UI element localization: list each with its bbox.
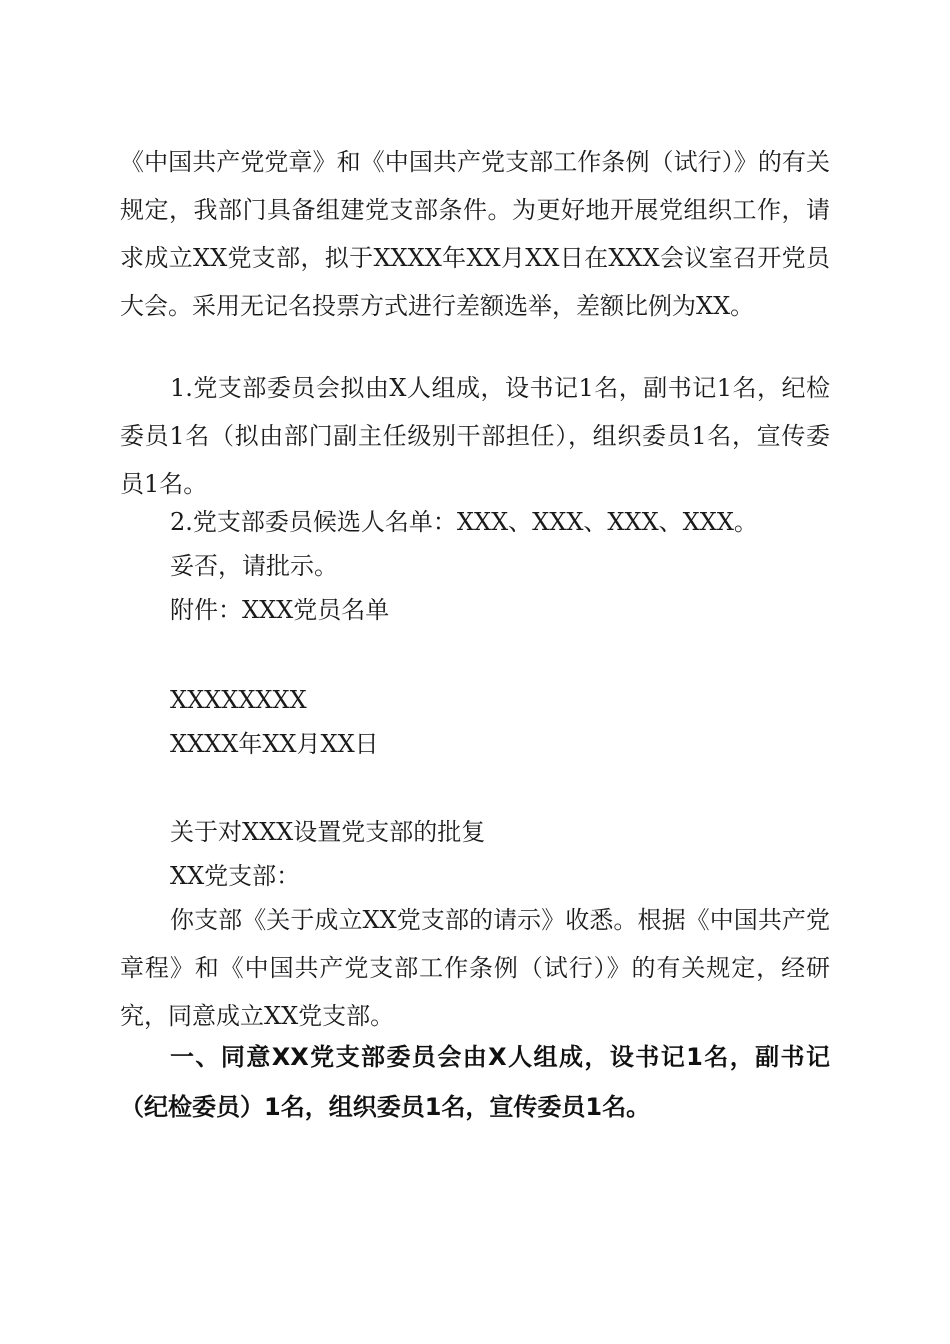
reply-point-1: 一、同意XX党支部委员会由X人组成，设书记1名，副书记（纪检委员）1名，组织委员1名，宣传委员1名。 bbox=[120, 1043, 830, 1121]
closing-line: 妥否，请批示。 bbox=[170, 552, 338, 580]
reply-salutation: XX党支部： bbox=[170, 862, 301, 890]
reply-title: 关于对XXX设置党支部的批复 bbox=[170, 818, 486, 846]
attachment-line: 附件：XXX党员名单 bbox=[170, 596, 390, 624]
reply-body: 你支部《关于成立XX党支部的请示》收悉。根据《中国共产党章程》和《中国共产党支部工作条例（试行）》的有关规定，经研究，同意成立XX党支部。 bbox=[120, 906, 830, 1030]
signature-org: XXXXXXXX bbox=[170, 686, 307, 714]
intro-paragraph: 《中国共产党党章》和《中国共产党支部工作条例（试行）》的有关规定，我部门具备组建党支部条件。为更好地开展党组织工作，请求成立XX党支部，拟于XXXX年XX月XX日在XXX会议室召开党员大会。采用无记名投票方式进行差额选举，差额比例为XX。 bbox=[120, 148, 830, 320]
signature-date: XXXX年XX月XX日 bbox=[170, 730, 379, 758]
item-2-paragraph: 2.党支部委员候选人名单：XXX、XXX、XXX、XXX。 bbox=[170, 508, 758, 536]
item-1-paragraph: 1.党支部委员会拟由X人组成，设书记1名，副书记1名，纪检委员1名（拟由部门副主任级别干部担任），组织委员1名，宣传委员1名。 bbox=[120, 374, 830, 498]
